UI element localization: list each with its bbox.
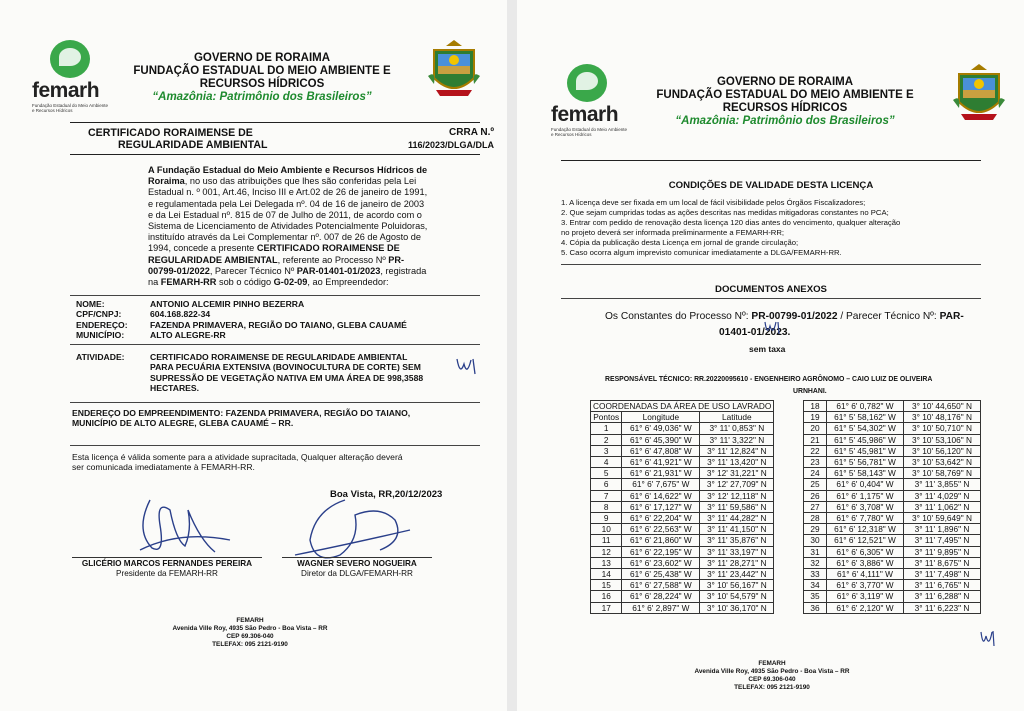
table-row — [591, 457, 774, 468]
footer-line: FEMARH — [758, 660, 786, 667]
table-row — [804, 513, 981, 524]
logo-tagline: Fundação Estadual do Meio Ambiente e Recursos Hídricos — [551, 127, 628, 137]
cell-latitude: 3° 11' 28,271" N — [700, 557, 774, 568]
intro-line: Estadual n. º 001, Art.46, Inciso III e Art.02 de 26 de janeiro de 1991, — [148, 187, 428, 198]
cell-latitude: 3° 10' 50,710" N — [904, 423, 981, 434]
cell-longitude: 61° 5' 58,143" W — [827, 468, 904, 479]
cell-point: 36 — [804, 602, 827, 613]
table-row — [591, 434, 774, 445]
footer-line: TELEFAX: 095 2121-9190 — [212, 641, 288, 648]
cell-latitude: 3° 11' 12,824" N — [700, 445, 774, 456]
footer-right — [607, 660, 937, 692]
cell-longitude: 61° 6' 3,886" W — [827, 557, 904, 568]
table-row — [804, 490, 981, 501]
intro-line: e regulamentada pela Lei Delegada nº. 04 de 16 de janeiro de 2003 — [148, 198, 425, 209]
header-rule — [561, 160, 981, 161]
intro-line: instituído através da Lei Complementar nº. 007 de 26 de Agosto de — [148, 232, 422, 243]
cell-longitude: 61° 6' 28,224" W — [622, 591, 700, 602]
cell-point: 33 — [804, 569, 827, 580]
table-row — [591, 468, 774, 479]
header-rule — [70, 122, 480, 123]
table-row — [804, 569, 981, 580]
initials-mark-icon — [763, 320, 783, 338]
table-row — [591, 569, 774, 580]
cell-longitude: 61° 5' 54,302" W — [827, 423, 904, 434]
title-rule — [70, 154, 480, 155]
leaf-icon — [567, 64, 607, 102]
coordinates-rows-b — [804, 401, 981, 614]
cell-latitude: 3° 11' 33,197" N — [700, 546, 774, 557]
foundation-line-1: FUNDAÇÃO ESTADUAL DO MEIO AMBIENTE E — [133, 65, 391, 77]
cell-longitude: 61° 6' 0,404" W — [827, 479, 904, 490]
table-title: COORDENADAS DA ÁREA DE USO LAVRADO — [591, 401, 774, 412]
signer2-name: WAGNER SEVERO NOGUEIRA — [282, 557, 432, 569]
field-value-cpf: 604.168.822-34 — [150, 309, 211, 320]
crra-label: CRRA N.º — [449, 127, 494, 138]
cell-latitude: 3° 12' 27,709" N — [700, 479, 774, 490]
intro-line: A Fundação Estadual do Meio Ambiente e Recursos Hídricos de — [148, 165, 428, 175]
cell-latitude: 3° 11' 41,150" N — [700, 524, 774, 535]
table-row — [804, 401, 981, 412]
table-row — [804, 445, 981, 456]
cell-longitude: 61° 6' 0,782" W — [827, 401, 904, 412]
cell-point: 35 — [804, 591, 827, 602]
annex-line-2: 01401-01/2023. — [719, 327, 791, 338]
cell-point: 15 — [591, 580, 622, 591]
table-row — [591, 445, 774, 456]
cell-point: 8 — [591, 501, 622, 512]
col-latitude: Latitude — [700, 412, 774, 423]
annex-title: DOCUMENTOS ANEXOS — [715, 284, 827, 295]
cell-longitude: 61° 6' 7,675" W — [622, 479, 700, 490]
enterprise-address-line: MUNICÍPIO DE ALTO ALEGRE, GLEBA CAUAMÉ – RR. — [72, 418, 294, 429]
table-row — [591, 479, 774, 490]
field-label-address: ENDEREÇO: — [76, 319, 128, 330]
signer-director — [282, 557, 432, 579]
cell-point: 13 — [591, 557, 622, 568]
slogan: “Amazônia: Patrimônio dos Brasileiros” — [152, 91, 372, 103]
signature-director — [285, 470, 415, 570]
table-row — [804, 535, 981, 546]
crra-number: 116/2023/DLGA/DLA — [407, 140, 494, 150]
foundation-line-1: FUNDAÇÃO ESTADUAL DO MEIO AMBIENTE E — [656, 89, 914, 101]
field-label-cpf: CPF/CNPJ: — [76, 309, 122, 320]
cell-latitude: 3° 11' 4,029" N — [904, 490, 981, 501]
table-row — [804, 434, 981, 445]
cell-longitude: 61° 6' 22,195" W — [622, 546, 700, 557]
coordinates-rows-a — [591, 423, 774, 613]
cell-longitude: 61° 6' 25,438" W — [622, 569, 700, 580]
coordinates-table-a — [590, 400, 774, 614]
table-row — [804, 468, 981, 479]
cell-longitude: 61° 5' 45,981" W — [827, 445, 904, 456]
cell-point: 3 — [591, 445, 622, 456]
cell-longitude: 61° 6' 47,808" W — [622, 445, 700, 456]
initials-mark-icon — [979, 628, 997, 650]
cell-longitude: 61° 6' 23,602" W — [622, 557, 700, 568]
validity-line: Esta licença é válida somente para a atividade supracitada, Qualquer alteração deverá — [72, 452, 403, 462]
table-row — [591, 490, 774, 501]
cell-point: 32 — [804, 557, 827, 568]
cell-longitude: 61° 5' 45,986" W — [827, 434, 904, 445]
activity-line: PARA PECUÁRIA EXTENSIVA (BOVINOCULTURA DE CORTE) SEM — [150, 362, 421, 373]
footer-line: Avenida Ville Roy, 4935 São Pedro - Boa Vista – RR — [172, 625, 328, 632]
field-value-city: ALTO ALEGRE-RR — [150, 330, 226, 341]
intro-line: Roraima, no uso das atribuições que lhes são conferidas pela Lei — [148, 176, 417, 187]
logo-wordmark: femarh — [551, 103, 619, 126]
cell-latitude: 3° 11' 6,288" N — [904, 591, 981, 602]
table-row — [591, 524, 774, 535]
crra-block — [404, 127, 494, 151]
enterprise-address — [72, 408, 482, 429]
cell-latitude: 3° 10' 53,642" N — [904, 457, 981, 468]
cell-latitude: 3° 11' 7,498" N — [904, 569, 981, 580]
condition-item: 2. Que sejam cumpridas todas as ações descritas nas medidas mitigadoras constantes no PCA; — [561, 208, 889, 217]
gov-title: GOVERNO DE RORAIMA — [193, 52, 331, 64]
cell-point: 4 — [591, 457, 622, 468]
footer-line: FEMARH — [236, 617, 264, 624]
cell-point: 29 — [804, 524, 827, 535]
cell-latitude: 3° 11' 7,495" N — [904, 535, 981, 546]
footer-line: Avenida Ville Roy, 4935 São Pedro - Boa Vista – RR — [694, 668, 850, 675]
tech-resp-line-1: RESPONSÁVEL TÉCNICO: RR.20220095610 - ENGENHEIRO AGRÔNOMO – CAIO LUIZ DE OLIVEIRA — [605, 376, 933, 383]
footer-line: CEP 69.306-040 — [748, 676, 796, 683]
cell-latitude: 3° 10' 54,579" N — [700, 591, 774, 602]
table-row — [591, 557, 774, 568]
condition-item: 5. Caso ocorra algum imprevisto comunicar imediatamente a DLGA/FEMARH-RR. — [561, 248, 842, 257]
cell-longitude: 61° 6' 41,921" W — [622, 457, 700, 468]
annex-text — [605, 309, 1015, 357]
coordinates-table-b — [803, 400, 981, 614]
cell-latitude: 3° 11' 3,322" N — [700, 434, 774, 445]
cell-longitude: 61° 6' 2,897" W — [622, 602, 700, 613]
cell-point: 30 — [804, 535, 827, 546]
certificate-title-line-2: REGULARIDADE AMBIENTAL — [118, 139, 268, 151]
cell-longitude: 61° 6' 4,111" W — [827, 569, 904, 580]
cell-longitude: 61° 6' 1,175" W — [827, 490, 904, 501]
cell-point: 6 — [591, 479, 622, 490]
cell-latitude: 3° 11' 59,586" N — [700, 501, 774, 512]
place-date: Boa Vista, RR,20/12/2023 — [330, 489, 443, 500]
cell-longitude: 61° 6' 7,780" W — [827, 513, 904, 524]
table-row — [804, 423, 981, 434]
cell-point: 25 — [804, 479, 827, 490]
technical-responsible — [605, 374, 1024, 398]
cell-point: 27 — [804, 501, 827, 512]
logo-wordmark: femarh — [32, 79, 100, 102]
cell-latitude: 3° 11' 6,765" N — [904, 580, 981, 591]
cell-point: 20 — [804, 423, 827, 434]
table-row — [804, 457, 981, 468]
cell-point: 34 — [804, 580, 827, 591]
foundation-line-2: RECURSOS HÍDRICOS — [199, 78, 325, 90]
cell-point: 21 — [804, 434, 827, 445]
cell-latitude: 3° 10' 58,769" N — [904, 468, 981, 479]
cell-point: 12 — [591, 546, 622, 557]
gov-title: GOVERNO DE RORAIMA — [716, 76, 854, 88]
fields-top-rule — [70, 295, 480, 296]
col-longitude: Longitude — [622, 412, 700, 423]
cell-longitude: 61° 6' 49,036" W — [622, 423, 700, 434]
cell-latitude: 3° 11' 35,876" N — [700, 535, 774, 546]
condition-item: 3. Entrar com pedido de renovação desta licença 120 dias antes do vencimento, qualquer alteração — [561, 218, 901, 227]
table-row — [804, 546, 981, 557]
activity-description — [150, 352, 480, 394]
cell-latitude: 3° 10' 48,176" N — [904, 412, 981, 423]
intro-line: 1994, concede a presente CERTIFICADO RORAIMENSE DE — [148, 243, 400, 254]
cell-longitude: 61° 6' 12,521" W — [827, 535, 904, 546]
cell-longitude: 61° 5' 58,162" W — [827, 412, 904, 423]
condition-item: no projeto deverá ser informada preliminarmente a FEMARH-RR; — [561, 228, 785, 237]
table-row — [591, 580, 774, 591]
cell-point: 9 — [591, 513, 622, 524]
cell-point: 24 — [804, 468, 827, 479]
signature-president — [130, 470, 240, 560]
table-row — [591, 602, 774, 613]
cell-latitude: 3° 11' 9,895" N — [904, 546, 981, 557]
table-row — [804, 580, 981, 591]
activity-line: HECTARES. — [150, 383, 200, 394]
annex-line-3: sem taxa — [749, 344, 786, 354]
cell-longitude: 61° 6' 22,563" W — [622, 524, 700, 535]
enterprise-address-line: ENDEREÇO DO EMPREENDIMENTO: FAZENDA PRIMAVERA, REGIÃO DO TAIANO, — [72, 408, 411, 418]
cell-point: 18 — [804, 401, 827, 412]
cell-longitude: 61° 6' 3,708" W — [827, 501, 904, 512]
cell-point: 19 — [804, 412, 827, 423]
cell-latitude: 3° 12' 31,221" N — [700, 468, 774, 479]
cell-longitude: 61° 6' 17,127" W — [622, 501, 700, 512]
tech-resp-line-2: URNHANI. — [793, 388, 827, 395]
applicant-fields — [76, 299, 407, 341]
intro-line: REGULARIDADE AMBIENTAL, referente ao Processo Nº PR- — [148, 254, 405, 265]
table-row — [591, 535, 774, 546]
femarh-logo — [551, 64, 629, 137]
cell-point: 28 — [804, 513, 827, 524]
table-row — [804, 602, 981, 613]
cell-point: 5 — [591, 468, 622, 479]
table-row — [804, 501, 981, 512]
cell-point: 2 — [591, 434, 622, 445]
cell-point: 17 — [591, 602, 622, 613]
activity-line: CERTIFICADO RORAIMENSE DE REGULARIDADE AMBIENTAL — [150, 352, 408, 362]
conditions-rule — [561, 264, 981, 265]
cell-point: 31 — [804, 546, 827, 557]
intro-line: e da Lei Estadual nº. 815 de 07 de Julho de 2011, de acordo com o — [148, 209, 422, 220]
cell-latitude: 3° 10' 56,120" N — [904, 445, 981, 456]
cell-latitude: 3° 10' 36,170" N — [700, 602, 774, 613]
conditions-title: CONDIÇÕES DE VALIDADE DESTA LICENÇA — [668, 180, 874, 191]
cell-longitude: 61° 6' 21,860" W — [622, 535, 700, 546]
cell-latitude: 3° 10' 56,167" N — [700, 580, 774, 591]
cell-latitude: 3° 12' 12,118" N — [700, 490, 774, 501]
condition-item: 4. Cópia da publicação desta Licença em jornal de grande circulação; — [561, 238, 799, 247]
letterhead — [635, 76, 935, 128]
table-row — [591, 513, 774, 524]
femarh-logo — [32, 40, 110, 113]
intro-line: na FEMARH-RR sob o código G-02-09, ao Empreendedor: — [148, 277, 389, 288]
activity-rule — [70, 402, 480, 403]
cell-latitude: 3° 10' 59,649" N — [904, 513, 981, 524]
annex-rule — [561, 298, 981, 299]
table-row — [591, 423, 774, 434]
table-row — [804, 412, 981, 423]
table-row — [591, 591, 774, 602]
cell-point: 23 — [804, 457, 827, 468]
foundation-line-2: RECURSOS HÍDRICOS — [722, 102, 848, 114]
intro-line: 00799-01/2022, Parecer Técnico Nº PAR-01401-01/2023, registrada — [148, 265, 427, 276]
validity-line: ser comunicada imediatamente à FEMARH-RR. — [72, 462, 255, 473]
cell-longitude: 61° 6' 3,119" W — [827, 591, 904, 602]
cell-latitude: 3° 11' 6,223" N — [904, 602, 981, 613]
cell-latitude: 3° 10' 53,106" N — [904, 434, 981, 445]
cell-latitude: 3° 11' 13,420" N — [700, 457, 774, 468]
cell-latitude: 3° 11' 8,675" N — [904, 557, 981, 568]
signer1-role: Presidente da FEMARH-RR — [116, 569, 218, 578]
cell-point: 14 — [591, 569, 622, 580]
cell-latitude: 3° 11' 23,442" N — [700, 569, 774, 580]
cell-latitude: 3° 11' 1,896" N — [904, 524, 981, 535]
cell-latitude: 3° 11' 3,855" N — [904, 479, 981, 490]
cell-point: 26 — [804, 490, 827, 501]
conditions-page — [517, 0, 1024, 711]
footer-left — [100, 617, 400, 649]
state-crest-icon — [426, 40, 482, 102]
table-row — [804, 479, 981, 490]
activity-label: ATIVIDADE: — [76, 352, 125, 362]
initials-mark-icon — [455, 356, 481, 378]
cell-point: 10 — [591, 524, 622, 535]
certificate-title-line-1: CERTIFICADO RORAIMENSE DE — [88, 127, 253, 139]
cell-longitude: 61° 6' 22,204" W — [622, 513, 700, 524]
condition-item: 1. A licença deve ser fixada em um local de fácil visibilidade pelos Órgãos Fiscalizadores; — [561, 198, 866, 207]
table-header — [591, 412, 774, 423]
signer1-name: GLICÉRIO MARCOS FERNANDES PEREIRA — [72, 557, 262, 569]
certificate-page — [0, 0, 507, 711]
cell-longitude: 61° 5' 56,781" W — [827, 457, 904, 468]
conditions-list — [561, 198, 1001, 258]
table-row — [591, 546, 774, 557]
cell-longitude: 61° 6' 14,622" W — [622, 490, 700, 501]
state-crest-icon — [951, 64, 1007, 126]
cell-point: 7 — [591, 490, 622, 501]
cell-latitude: 3° 11' 44,282" N — [700, 513, 774, 524]
leaf-icon — [50, 40, 90, 78]
certificate-title — [88, 127, 267, 151]
slogan: “Amazônia: Patrimônio dos Brasileiros” — [675, 115, 895, 127]
logo-tagline: Fundação Estadual do Meio Ambiente e Recursos Hídricos — [32, 103, 109, 113]
cell-longitude: 61° 6' 12,318" W — [827, 524, 904, 535]
signer2-role: Diretor da DLGA/FEMARH-RR — [301, 569, 413, 578]
field-label-name: NOME: — [76, 299, 105, 309]
cell-latitude: 3° 11' 0,853" N — [700, 423, 774, 434]
fields-bottom-rule — [70, 344, 480, 345]
signer-president — [72, 557, 262, 579]
footer-line: TELEFAX: 095 2121-9190 — [734, 684, 810, 691]
table-row — [591, 501, 774, 512]
cell-longitude: 61° 6' 45,390" W — [622, 434, 700, 445]
col-points: Pontos — [591, 412, 622, 423]
cell-point: 11 — [591, 535, 622, 546]
field-value-name: ANTONIO ALCEMIR PINHO BEZERRA — [150, 299, 305, 309]
table-row — [804, 591, 981, 602]
table-row — [804, 524, 981, 535]
footer-line: CEP 69.306-040 — [226, 633, 274, 640]
intro-line: Sistema de Licenciamento de Atividades Potencialmente Poluidoras, — [148, 221, 428, 232]
field-label-city: MUNICÍPIO: — [76, 330, 125, 341]
cell-longitude: 61° 6' 6,305" W — [827, 546, 904, 557]
cell-point: 22 — [804, 445, 827, 456]
cell-longitude: 61° 6' 2,120" W — [827, 602, 904, 613]
field-value-address: FAZENDA PRIMAVERA, REGIÃO DO TAIANO, GLEBA CAUAMÉ — [150, 319, 407, 330]
intro-paragraph — [148, 165, 488, 288]
cell-longitude: 61° 6' 27,588" W — [622, 580, 700, 591]
cell-latitude: 3° 11' 1,062" N — [904, 501, 981, 512]
letterhead — [112, 52, 412, 104]
activity-line: SUPRESSÃO DE VEGETAÇÃO NATIVA EM UMA ÁREA DE 998,3588 — [150, 372, 424, 383]
cell-point: 16 — [591, 591, 622, 602]
cell-latitude: 3° 10' 44,650" N — [904, 401, 981, 412]
cell-longitude: 61° 6' 3,770" W — [827, 580, 904, 591]
address-rule — [70, 445, 480, 446]
cell-longitude: 61° 6' 21,931" W — [622, 468, 700, 479]
annex-line-1: Os Constantes do Processo Nº: PR-00799-01/2022 / Parecer Técnico Nº: PAR- — [605, 311, 964, 322]
cell-point: 1 — [591, 423, 622, 434]
table-row — [804, 557, 981, 568]
